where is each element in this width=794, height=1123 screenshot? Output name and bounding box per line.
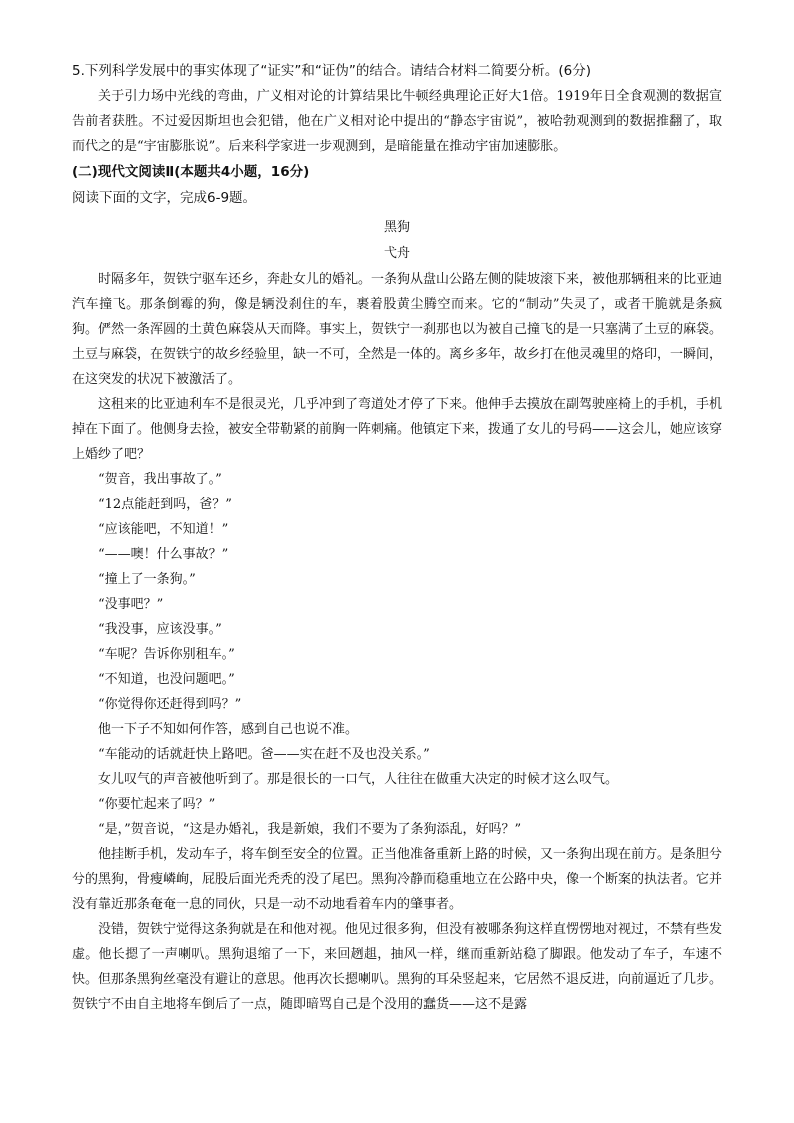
dialogue-line: “我没事，应该没事。” (98, 622, 222, 637)
dialogue-line: “贺音，我出事故了。” (98, 472, 222, 487)
dialogue-line: “你觉得你还赶得到吗？” (98, 697, 242, 712)
story-paragraph: 这租来的比亚迪利车不是很灵光，几乎冲到了弯道处才停了下来。他伸手去摸放在副驾驶座椅上的手机，手机掉在下面了。他侧身去捡，被安全带勒紧的前胸一阵刺痛。他镇定下来，拨通了女儿的号码——这会儿，她应该穿上婚纱了吧？ (72, 397, 723, 462)
dialogue-line: “你要忙起来了吗？” (98, 797, 216, 812)
dialogue-line: “是，”贺音说，“这是办婚礼，我是新娘，我们不要为了条狗添乱，好吗？” (98, 822, 522, 837)
dialogue-line: “撞上了一条狗。” (98, 572, 196, 587)
story-title: 黑狗 (383, 220, 410, 235)
dialogue-line: “应该能吧，不知道！” (98, 522, 229, 537)
dialogue-line: “不知道，也没问题吧。” (98, 672, 235, 687)
material-paragraph: 关于引力场中光线的弯曲，广义相对论的计算结果比牛顿经典理论正好大1倍。1919年日全食观测的数据宣告前者获胜。不过爱因斯坦也会犯错，他在广义相对论中提出的“静态宇宙说”，被哈勃观测到的数据推翻了，取而代之的是“宇宙膨胀说”。后来科学家进一步观测到，是暗能量在推动宇宙加速膨胀。 (72, 89, 722, 154)
story-paragraph: 时隔多年，贺铁宁驱车还乡，奔赴女儿的婚礼。一条狗从盘山公路左侧的陡坡滚下来，被他那辆租来的比亚迪汽车撞飞。那条倒霉的狗，像是辆没刹住的车，裹着股黄尘腾空而来。它的“制动”失灵了，或者干脆就是条疯狗。俨然一条浑圆的土黄色麻袋从天而降。事实上，贺铁宁一刹那也以为被自己撞飞的是一只塞满了土豆的麻袋。土豆与麻袋，在贺铁宁的故乡经验里，缺一不可，全然是一体的。离乡多年，故乡打在他灵魂里的烙印，一瞬间，在这突发的状况下被激活了。 (72, 272, 723, 387)
story-paragraph: 女儿叹气的声音被他听到了。那是很长的一口气，人往往在做重大决定的时候才这么叹气。 (98, 772, 619, 787)
dialogue-line: “车呢？告诉你别租车。” (98, 647, 235, 662)
section-heading: (二)现代文阅读Ⅱ(本题共4小题，16分) (72, 164, 310, 180)
story-author: 弋舟 (383, 246, 410, 261)
document-page (72, 58, 722, 1017)
dialogue-line: “——噢！什么事故？” (98, 547, 229, 562)
story-body (72, 267, 722, 1017)
question-5: 5.下列科学发展中的事实体现了“证实”和“证伪”的结合。请结合材料二简要分析。(6分) (72, 63, 591, 79)
dialogue-line: “没事吧？” (98, 597, 164, 612)
dialogue-line: “12点能赶到吗，爸？” (98, 497, 232, 512)
story-paragraph: 没错，贺铁宁觉得这条狗就是在和他对视。他见过很多狗，但没有被哪条狗这样直愣愣地对视过，不禁有些发虚。他长摁了一声喇叭。黑狗退缩了一下，来回趔趄，抽风一样，继而重新站稳了脚跟。他发动了车子，车速不快。但那条黑狗丝毫没有避让的意思。他再次长摁喇叭。黑狗的耳朵竖起来，它居然不退反进，向前逼近了几步。贺铁宁不由自主地将车倒后了一点，随即暗骂自己是个没用的蠢货——这不是露 (72, 922, 723, 1012)
reading-instruction: 阅读下面的文字，完成6-9题。 (72, 190, 257, 206)
story-paragraph: 他挂断手机，发动车子，将车倒至安全的位置。正当他准备重新上路的时候，又一条狗出现在前方。是条胆兮兮的黑狗，骨瘦嶙峋，屁股后面光秃秃的没了尾巴。黑狗冷静而稳重地立在公路中央，像一个断案的执法者。它并没有靠近那条奄奄一息的同伙，只是一动不动地看着车内的肇事者。 (72, 847, 723, 912)
dialogue-line: “车能动的话就赶快上路吧。爸——实在赶不及也没关系。” (98, 747, 430, 762)
story-paragraph: 他一下子不知如何作答，感到自己也说不准。 (98, 722, 359, 737)
